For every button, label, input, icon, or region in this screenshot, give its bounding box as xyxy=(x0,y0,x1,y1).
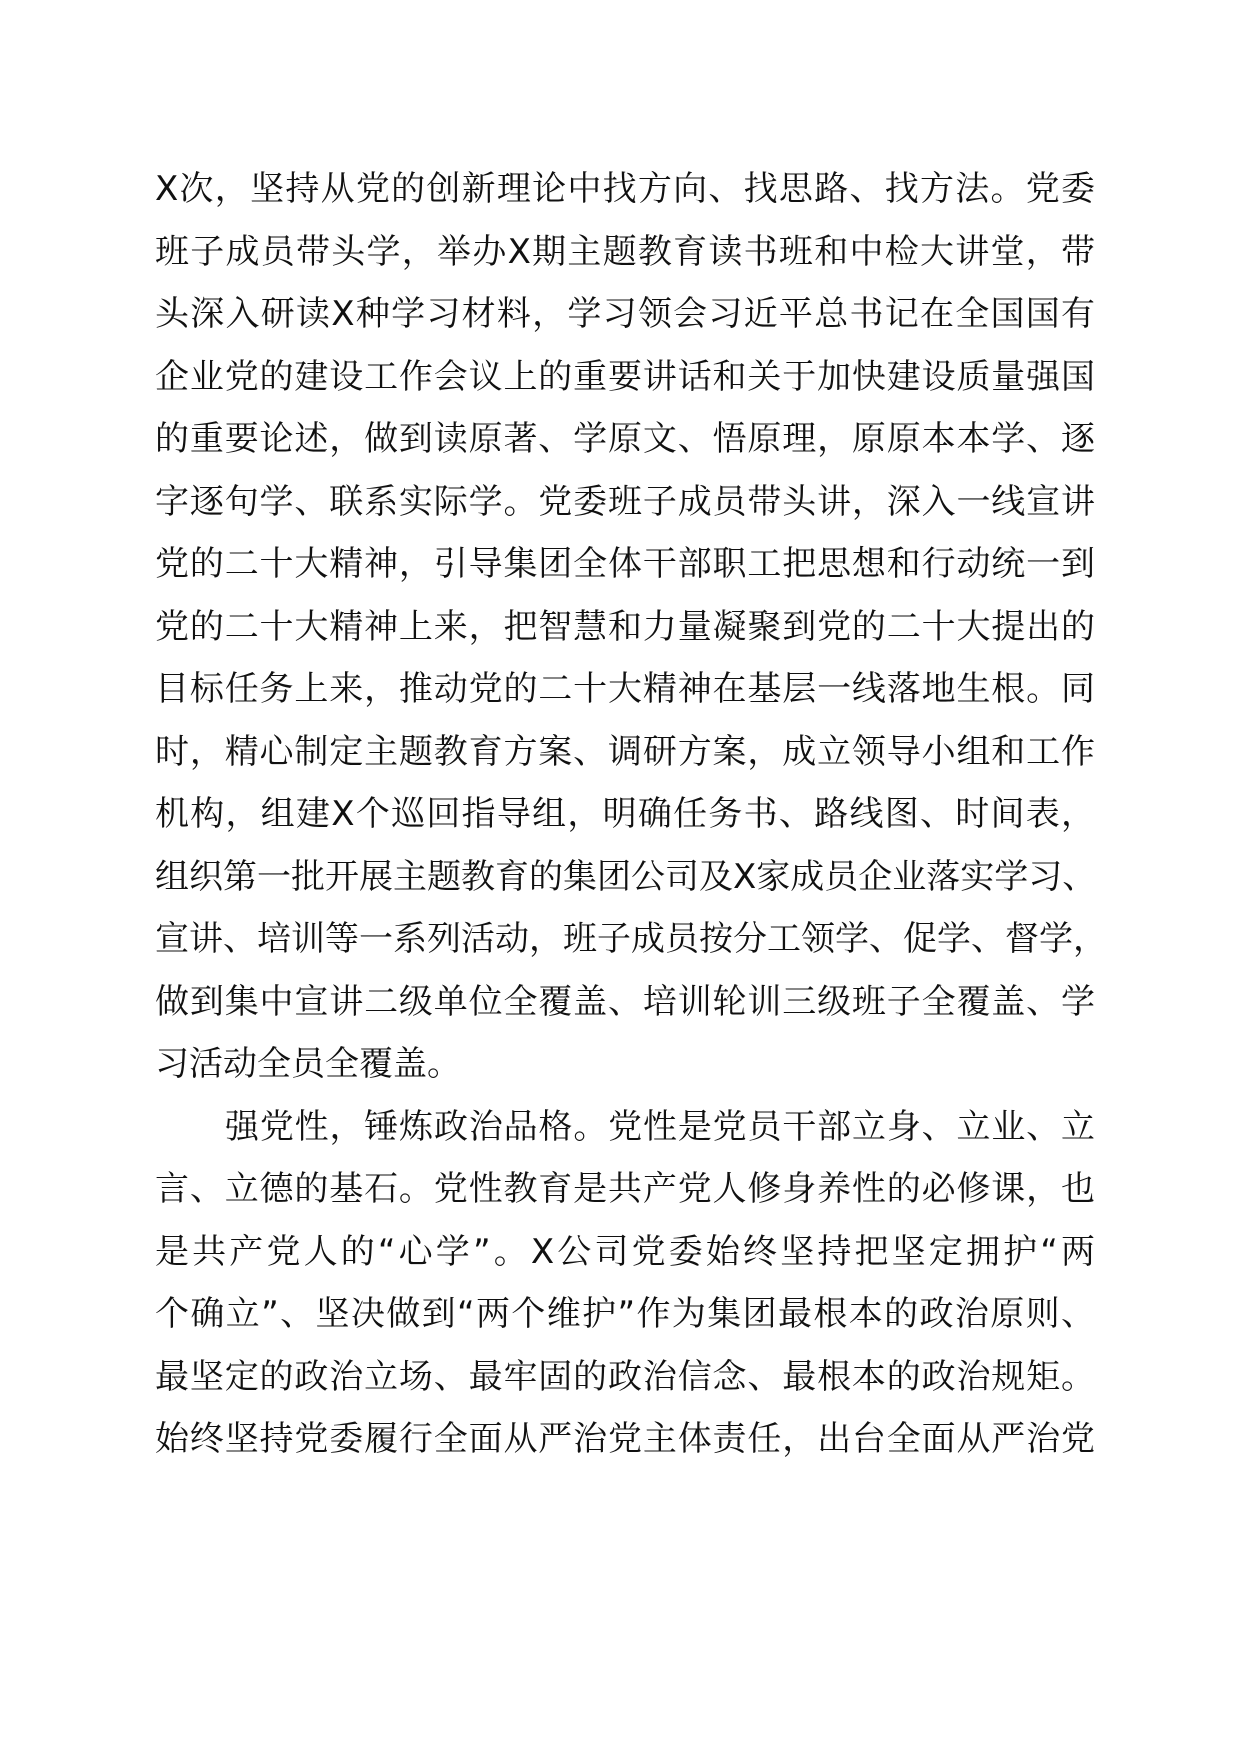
text-line: 强党性，锤炼政治品格。党性是党员干部立身、立业、立 xyxy=(225,1106,1095,1147)
paragraph-2 xyxy=(155,1096,1095,1471)
text-line: 做到集中宣讲二级单位全覆盖、培训轮训三级班子全覆盖、学 xyxy=(155,981,1095,1022)
body-text xyxy=(155,158,1107,1471)
text-line: 党的二十大精神，引导集团全体干部职工把思想和行动统一到 xyxy=(155,544,1095,584)
text-line: 字逐句学、联系实际学。党委班子成员带头讲，深入一线宣讲 xyxy=(155,481,1095,522)
text-line: 的重要论述，做到读原著、学原文、悟原理，原原本本学、逐 xyxy=(155,419,1095,459)
text-line: 党的二十大精神上来，把智慧和力量凝聚到党的二十大提出的 xyxy=(155,606,1095,647)
text-line: 头深入研读X种学习材料，学习领会习近平总书记在全国国有 xyxy=(155,294,1095,334)
text-line: 目标任务上来，推动党的二十大精神在基层一线落地生根。同 xyxy=(155,669,1095,709)
text-line: 个确立”、坚决做到“两个维护”作为集团最根本的政治原则、 xyxy=(155,1294,1095,1334)
text-line: 宣讲、培训等一系列活动，班子成员按分工领学、促学、督学， xyxy=(155,919,1107,959)
text-line: 言、立德的基石。党性教育是共产党人修身养性的必修课，也 xyxy=(155,1169,1095,1209)
text-line: 组织第一批开展主题教育的集团公司及X家成员企业落实学习、 xyxy=(155,856,1097,897)
paragraph-1 xyxy=(155,158,1107,1096)
text-line: 是共产党人的“心学”。X公司党委始终坚持把坚定拥护“两 xyxy=(155,1231,1095,1272)
text-line: 最坚定的政治立场、最牢固的政治信念、最根本的政治规矩。 xyxy=(155,1356,1095,1397)
text-line: 机构，组建X个巡回指导组，明确任务书、路线图、时间表， xyxy=(155,794,1095,834)
text-line: 企业党的建设工作会议上的重要讲话和关于加快建设质量强国 xyxy=(155,356,1095,397)
text-line: 始终坚持党委履行全面从严治党主体责任，出台全面从严治党 xyxy=(155,1419,1095,1459)
text-line: 班子成员带头学，举办X期主题教育读书班和中检大讲堂，带 xyxy=(155,231,1095,272)
text-line: 习活动全员全覆盖。 xyxy=(155,1044,461,1084)
text-line: X次，坚持从党的创新理论中找方向、找思路、找方法。党委 xyxy=(155,169,1095,209)
text-line: 时，精心制定主题教育方案、调研方案，成立领导小组和工作 xyxy=(155,731,1095,772)
